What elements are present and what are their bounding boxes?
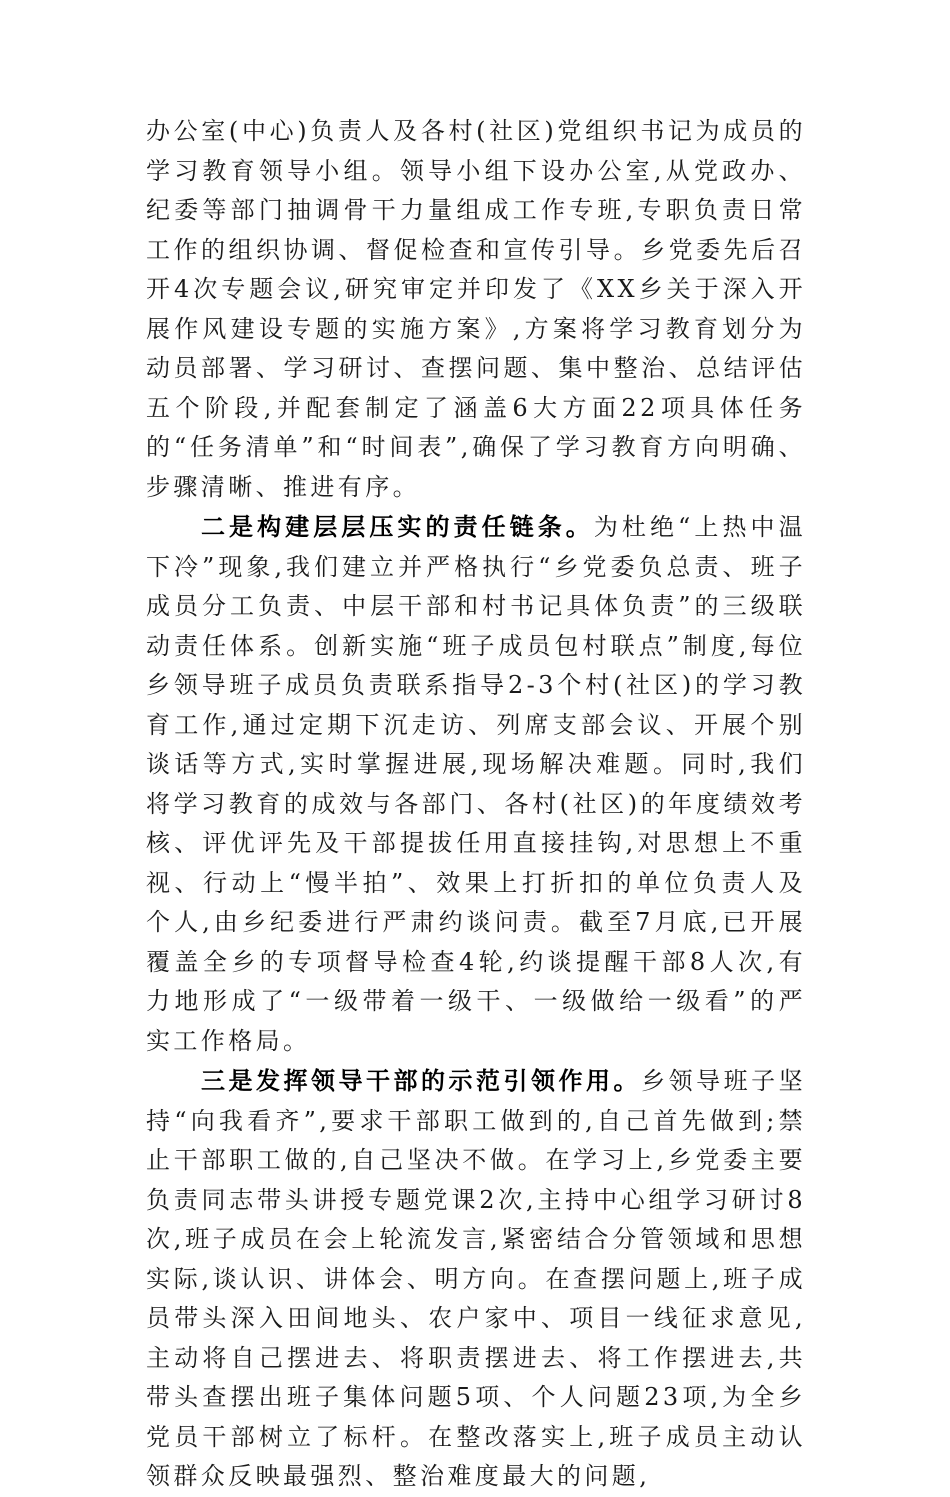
paragraph-text: 办公室(中心)负责人及各村(社区)党组织书记为成员的学习教育领导小组。领导小组下设办公室,从党政办、纪委等部门抽调骨干力量组成工作专班,专职负责日常工作的组织协调、督促检查和宣传引导。乡党委先后召开4次专题会议,研究审定并印发了《XX乡关于深入开展作风建设专题的实施方案》,方案将学习教育划分为动员部署、学习研讨、查摆问题、集中整治、总结评估五个阶段,并配套制定了涵盖6大方面22项具体任务的“任务清单”和“时间表”,确保了学习教育方向明确、步骤清晰、推进有序。 bbox=[146, 117, 806, 501]
paragraph-leadership-group bbox=[146, 112, 806, 507]
paragraph-text: 为杜绝“上热中温下冷”现象,我们建立并严格执行“乡党委负总责、班子成员分工负责、中层干部和村书记具体负责”的三级联动责任体系。创新实施“班子成员包村联点”制度,每位乡领导班子成员负责联系指导2-3个村(社区)的学习教育工作,通过定期下沉走访、列席支部会议、开展个别谈话等方式,实时掌握进展,现场解决难题。同时,我们将学习教育的成效与各部门、各村(社区)的年度绩效考核、评优评先及干部提拔任用直接挂钩,对思想上不重视、行动上“慢半拍”、效果上打折扣的单位负责人及个人,由乡纪委进行严肃约谈问责。截至7月底,已开展覆盖全乡的专项督导检查4轮,约谈提醒干部8人次,有力地形成了“一级带着一级干、一级做给一级看”的严实工作格局。 bbox=[146, 513, 806, 1055]
paragraph-leading-role bbox=[146, 1061, 806, 1497]
paragraph-text: 乡领导班子坚持“向我看齐”,要求干部职工做到的,自己首先做到;禁止干部职工做的,自己坚决不做。在学习上,乡党委主要负责同志带头讲授专题党课2次,主持中心组学习研讨8次,班子成员在会上轮流发言,紧密结合分管领域和思想实际,谈认识、讲体会、明方向。在查摆问题上,班子成员带头深入田间地头、农户家中、项目一线征求意见,主动将自己摆进去、将职责摆进去、将工作摆进去,共带头查摆出班子集体问题5项、个人问题23项,为全乡党员干部树立了标杆。在整改落实上,班子成员主动认领群众反映最强烈、整治难度最大的问题, bbox=[146, 1067, 806, 1490]
paragraph-heading: 二是构建层层压实的责任链条。 bbox=[201, 512, 594, 541]
paragraph-heading: 三是发挥领导干部的示范引领作用。 bbox=[201, 1066, 642, 1095]
document-body bbox=[146, 112, 806, 1497]
paragraph-responsibility-chain bbox=[146, 507, 806, 1061]
